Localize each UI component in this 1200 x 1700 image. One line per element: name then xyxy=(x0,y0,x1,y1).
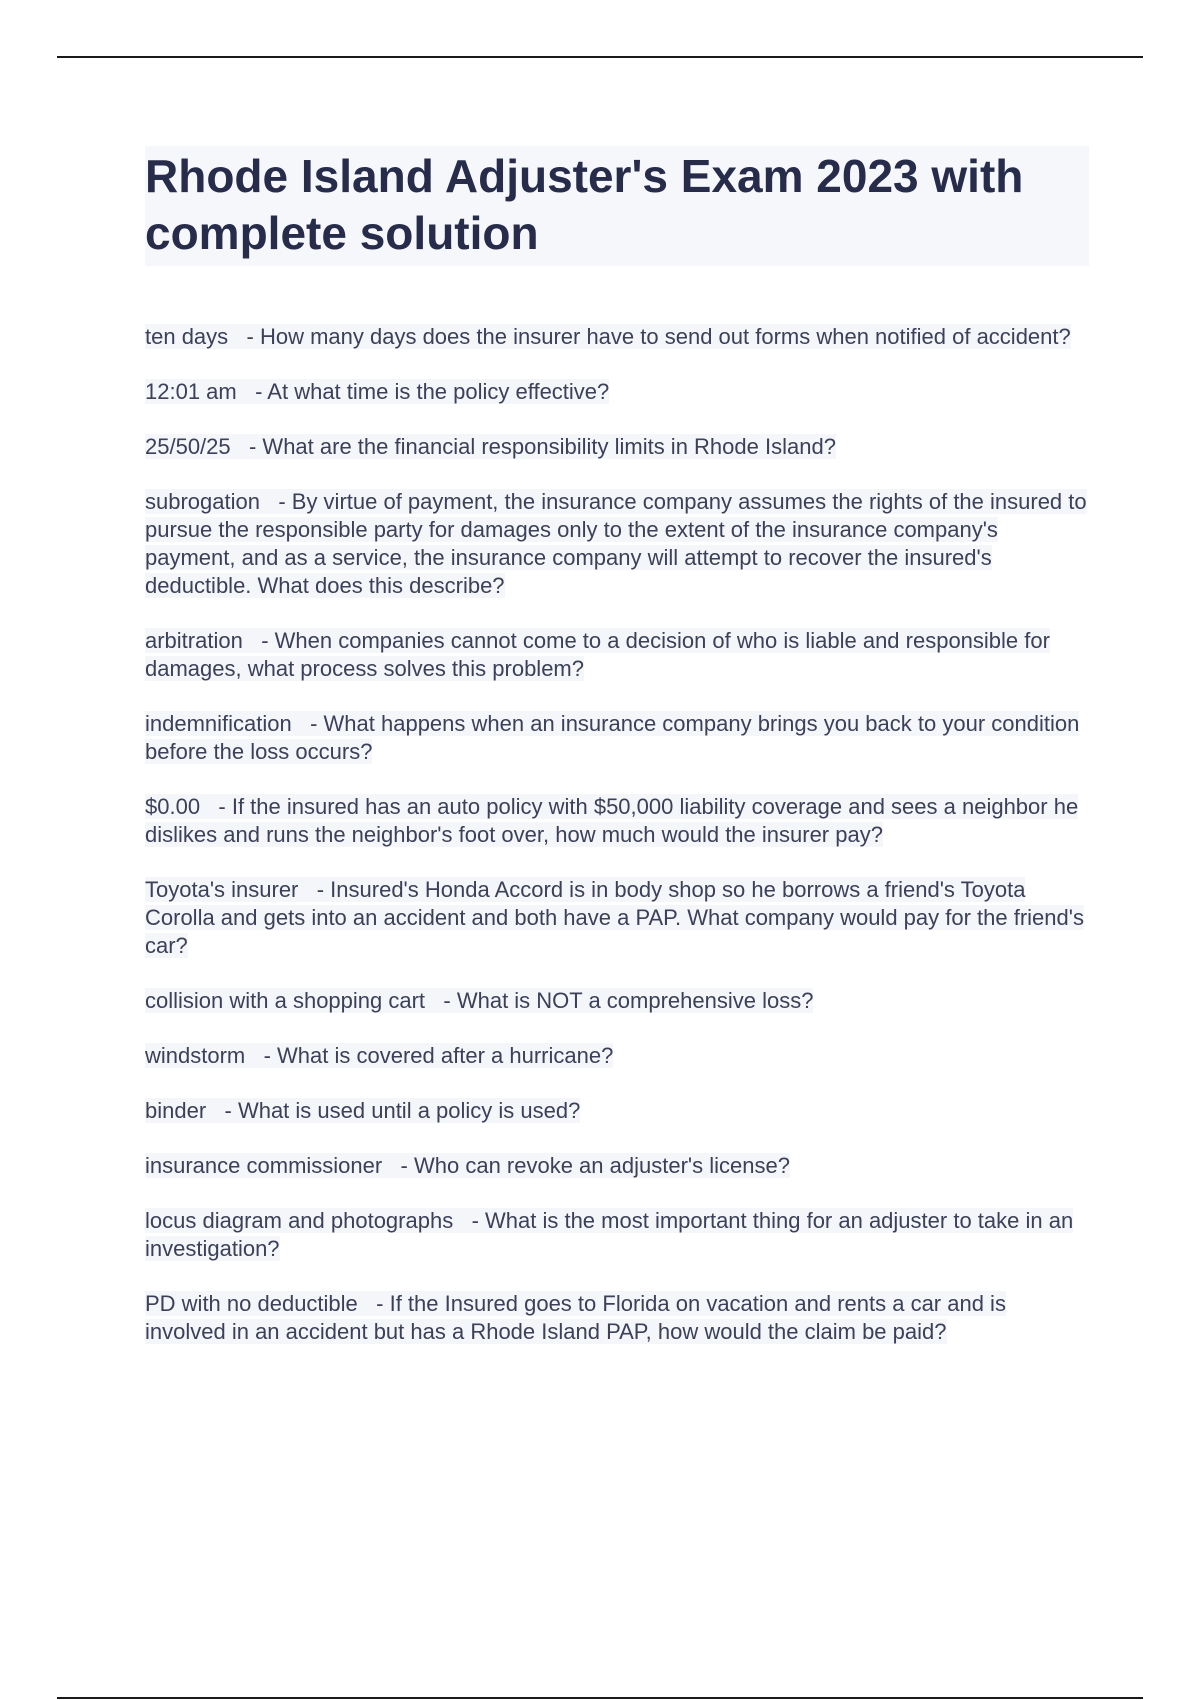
qa-answer: 25/50/25 xyxy=(145,434,231,459)
qa-answer: 12:01 am xyxy=(145,379,237,404)
qa-item xyxy=(145,1152,1089,1180)
qa-question: - If the Insured goes to Florida on vacation and rents a car and is involved in an accident but has a Rhode Island PAP, how would the claim be paid? xyxy=(145,1291,1006,1344)
qa-question: - Who can revoke an adjuster's license? xyxy=(400,1153,790,1178)
qa-question: - What is used until a policy is used? xyxy=(224,1098,581,1123)
qa-question: - What happens when an insurance company brings you back to your condition before the loss occurs? xyxy=(145,711,1080,764)
qa-item xyxy=(145,793,1089,849)
qa-item xyxy=(145,323,1089,351)
qa-answer: indemnification xyxy=(145,711,292,736)
qa-item xyxy=(145,627,1089,683)
qa-question: - Insured's Honda Accord is in body shop so he borrows a friend's Toyota Corolla and gets into an accident and both have a PAP. What company would pay for the friend's car? xyxy=(145,877,1084,958)
qa-question: - How many days does the insurer have to send out forms when notified of accident? xyxy=(246,324,1071,349)
document-body xyxy=(145,146,1089,1373)
qa-answer: $0.00 xyxy=(145,794,201,819)
qa-answer: ten days xyxy=(145,324,229,349)
qa-question: - What is the most important thing for an adjuster to take in an investigation? xyxy=(145,1208,1074,1261)
qa-item xyxy=(145,1097,1089,1125)
document-title: Rhode Island Adjuster's Exam 2023 with complete solution xyxy=(145,146,1089,266)
qa-answer: PD with no deductible xyxy=(145,1291,358,1316)
qa-question: - What is covered after a hurricane? xyxy=(263,1043,614,1068)
header-rule xyxy=(57,56,1143,58)
qa-item xyxy=(145,1290,1089,1346)
qa-answer: collision with a shopping cart xyxy=(145,988,426,1013)
qa-question: - What are the financial responsibility limits in Rhode Island? xyxy=(248,434,836,459)
qa-answer: windstorm xyxy=(145,1043,246,1068)
qa-list xyxy=(145,323,1089,1346)
qa-item xyxy=(145,987,1089,1015)
qa-question: - At what time is the policy effective? xyxy=(255,379,610,404)
qa-answer: arbitration xyxy=(145,628,243,653)
qa-item xyxy=(145,710,1089,766)
qa-answer: subrogation xyxy=(145,489,260,514)
qa-item xyxy=(145,876,1089,960)
qa-question: - When companies cannot come to a decision of who is liable and responsible for damages, what process solves this problem? xyxy=(145,628,1050,681)
qa-item xyxy=(145,433,1089,461)
qa-question: - What is NOT a comprehensive loss? xyxy=(443,988,814,1013)
qa-item xyxy=(145,1042,1089,1070)
qa-answer: locus diagram and photographs xyxy=(145,1208,454,1233)
qa-item xyxy=(145,1207,1089,1263)
qa-answer: insurance commissioner xyxy=(145,1153,383,1178)
footer-rule xyxy=(57,1697,1143,1699)
qa-question: - If the insured has an auto policy with $50,000 liability coverage and sees a neighbor he dislikes and runs the neighbor's foot over, how much would the insurer pay? xyxy=(145,794,1079,847)
qa-item xyxy=(145,488,1089,600)
qa-question: - By virtue of payment, the insurance company assumes the rights of the insured to pursue the responsible party for damages only to the extent of the insurance company's payment, and as a service, the insurance company will attempt to recover the insured's deductible. What does this describe? xyxy=(145,489,1087,598)
qa-answer: Toyota's insurer xyxy=(145,877,299,902)
qa-item xyxy=(145,378,1089,406)
qa-answer: binder xyxy=(145,1098,207,1123)
